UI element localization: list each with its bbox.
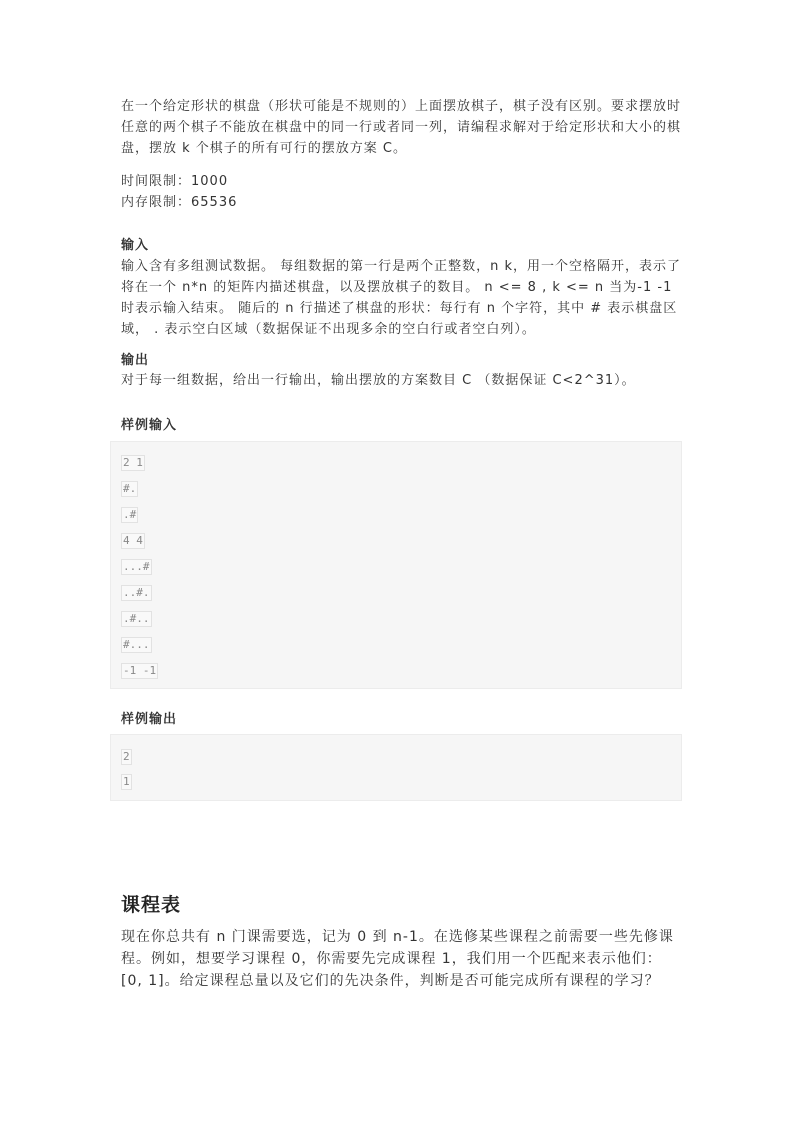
sample-input-box xyxy=(110,441,682,689)
memory-limit: 内存限制：65536 xyxy=(121,195,238,210)
sample-input-heading: 样例输入 xyxy=(121,418,178,433)
sample-input-line: #... xyxy=(123,638,150,651)
input-description: 输入含有多组测试数据。 每组数据的第一行是两个正整数，n k，用一个空格隔开，表示了将在一个 n*n 的矩阵内描述棋盘，以及摆放棋子的数目。 n <= 8 , k <= n 当为-1 -1 时表示输入结束。 随后的 n 行描述了棋盘的形状：每行有 n 个字符，其中 # 表示棋盘区域， . 表示空白区域（数据保证不出现多余的空白行或者空白列）。 xyxy=(121,259,682,337)
sample-input-line: .#.. xyxy=(123,612,150,625)
sample-output-heading: 样例输出 xyxy=(121,712,178,727)
section-title: 课程表 xyxy=(121,894,182,916)
section-text: 现在你总共有 n 门课需要选，记为 0 到 n-1。在选修某些课程之前需要一些先修课程。例如，想要学习课程 0，你需要先完成课程 1，我们用一个匹配来表示他们：[0, 1]。给定课程总量以及它们的先决条件，判断是否可能完成所有课程的学习？ xyxy=(121,929,674,989)
sample-input-line: .# xyxy=(123,508,137,521)
sample-input-line: ..#. xyxy=(123,586,150,599)
sample-output-line: 2 xyxy=(123,750,130,763)
sample-input-line: 4 4 xyxy=(123,534,143,547)
sample-input-line: #. xyxy=(123,482,137,495)
output-description: 对于每一组数据，给出一行输出，输出摆放的方案数目 C （数据保证 C<2^31）。 xyxy=(121,373,636,388)
sample-output-line: 1 xyxy=(123,775,130,788)
time-limit: 时间限制：1000 xyxy=(121,174,229,189)
sample-input-line: ...# xyxy=(123,560,150,573)
sample-input-line: 2 1 xyxy=(123,456,143,469)
sample-output-box xyxy=(110,734,682,801)
sample-input-line: -1 -1 xyxy=(123,664,157,677)
input-heading: 输入 xyxy=(121,238,150,253)
problem-description: 在一个给定形状的棋盘（形状可能是不规则的）上面摆放棋子，棋子没有区别。要求摆放时任意的两个棋子不能放在棋盘中的同一行或者同一列，请编程求解对于给定形状和大小的棋盘，摆放 k 个棋子的所有可行的摆放方案 C。 xyxy=(121,99,682,156)
output-heading: 输出 xyxy=(121,353,150,368)
